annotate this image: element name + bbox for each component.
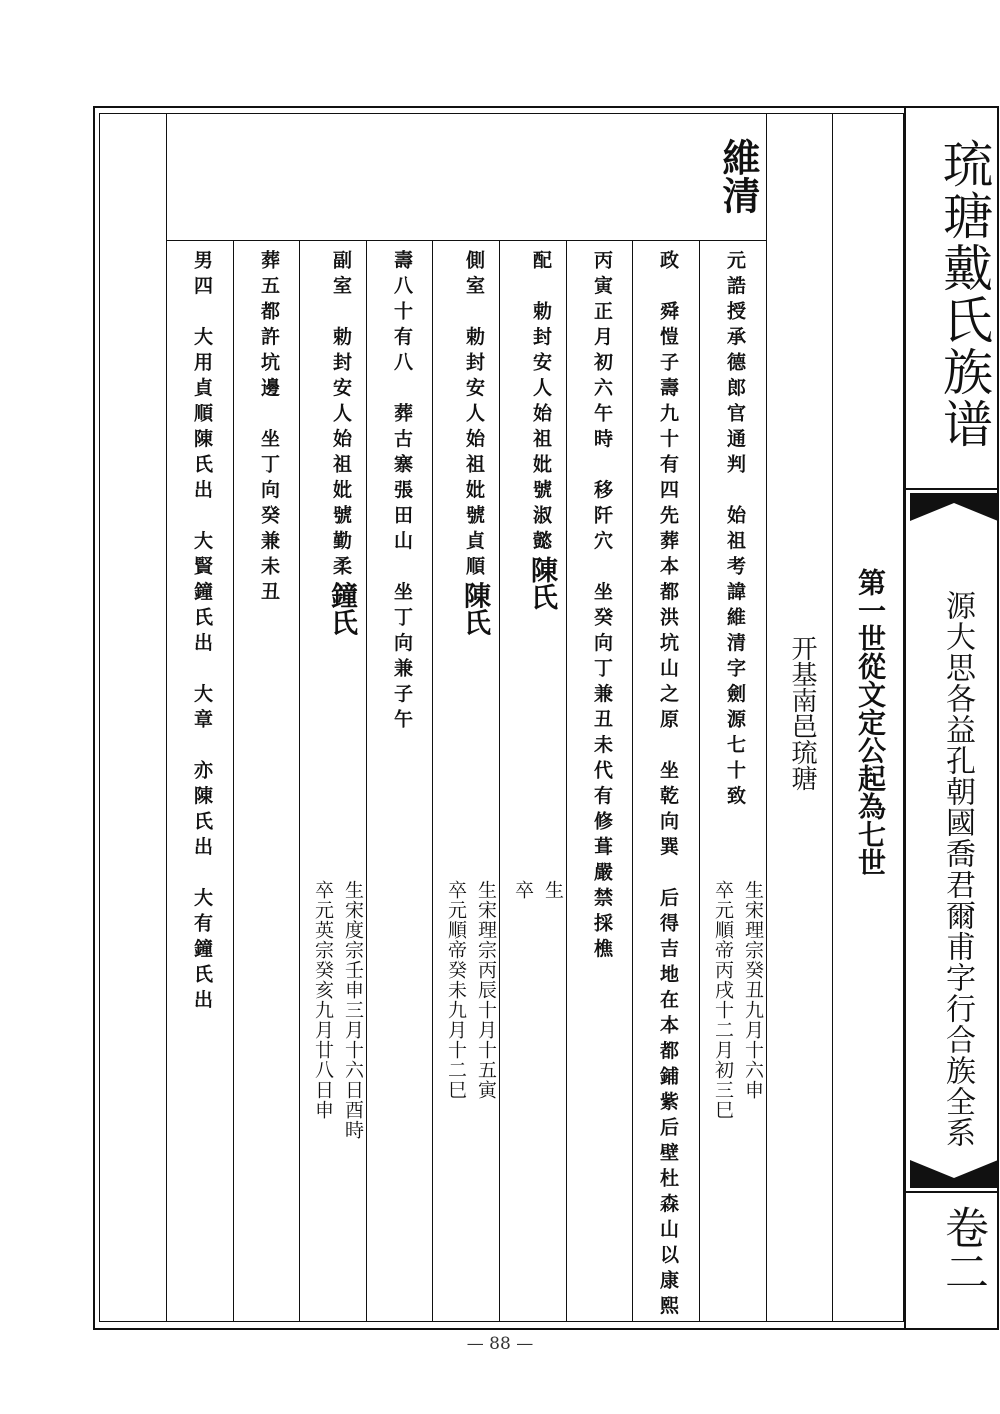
grid-line: [366, 240, 367, 1322]
grid-line: [166, 240, 766, 241]
grid-line: [166, 113, 167, 1322]
chevron-up-icon: [910, 1158, 998, 1188]
volume-label: 卷二: [937, 1205, 988, 1293]
column-7: [322, 250, 361, 636]
chevron-down-icon: [910, 493, 998, 523]
column-9: 男四 大用貞順陳氏出 大賢鐘氏出 大章 亦陳氏出 大有鐘氏出: [191, 250, 213, 1015]
book-title: 琉瑭戴氏族谱: [935, 138, 993, 450]
grid-line: [566, 240, 567, 1322]
column-2: 政 舜愷子壽九十有四先葬本都洪坑山之原 坐乾向巽 后得吉地在本都鋪紫后壁杜森山以康熙: [657, 250, 679, 1321]
death-date: 卒元順帝丙戌十二月初三巳: [712, 880, 734, 1120]
column-4: [522, 250, 561, 610]
location-label: 开基南邑琉瑭: [787, 635, 817, 791]
sidebar-rule-top: [906, 488, 999, 490]
death-date: 卒元順帝癸未九月十二巳: [445, 880, 467, 1100]
grid-line: [832, 113, 833, 1322]
grid-line: [233, 240, 234, 1322]
grid-line: [432, 240, 433, 1322]
column-1: 元誥授承德郎官通判 始祖考諱維清字劍源七十致: [724, 250, 746, 811]
column-3: 丙寅正月初六午時 移阡穴 坐癸向丁兼丑未代有修葺嚴禁採樵: [591, 250, 613, 964]
birth-date: 生宋度宗壬申三月十六日酉時: [342, 880, 364, 1140]
generation-heading: 第一世從文定公起為七世: [854, 568, 887, 876]
sidebar-divider: [904, 106, 906, 1330]
sidebar-rule-bottom: [906, 1191, 999, 1193]
side-wife-title: 側室 勅封安人始祖妣號貞順: [463, 250, 485, 582]
page-number: — 88 —: [466, 1334, 534, 1354]
birth-date: 生宋理宗癸丑九月十六申: [742, 880, 764, 1100]
grid-line: [766, 113, 767, 1322]
column-5: [455, 250, 494, 636]
concubine-surname: 鐘氏: [326, 581, 357, 636]
spouse-surname: 陳氏: [526, 556, 557, 610]
birth-date: 生: [542, 880, 564, 900]
spouse-title: 配 勅封安人始祖妣號淑懿: [530, 250, 552, 556]
grid-line: [299, 240, 300, 1322]
person-name: 維清: [716, 138, 761, 214]
column-6: 壽八十有八 葬古寨張田山 坐丁向兼子午: [391, 250, 413, 735]
side-wife-surname: 陳氏: [459, 581, 490, 636]
grid-line: [632, 240, 633, 1322]
grid-line: [499, 240, 500, 1322]
death-date: 卒: [512, 880, 534, 900]
death-date: 卒元英宗癸亥九月廿八日申: [312, 880, 334, 1120]
grid-line: [699, 240, 700, 1322]
birth-date: 生宋理宗丙辰十月十五寅: [475, 880, 497, 1100]
column-8: 葬五都許坑邊 坐丁向癸兼未丑: [258, 250, 280, 607]
lineage-subtitle: 源大思各益孔朝國喬君爾甫字行合族全系: [940, 590, 975, 1148]
concubine-title: 副室 勅封安人始祖妣號勤柔: [330, 250, 352, 582]
